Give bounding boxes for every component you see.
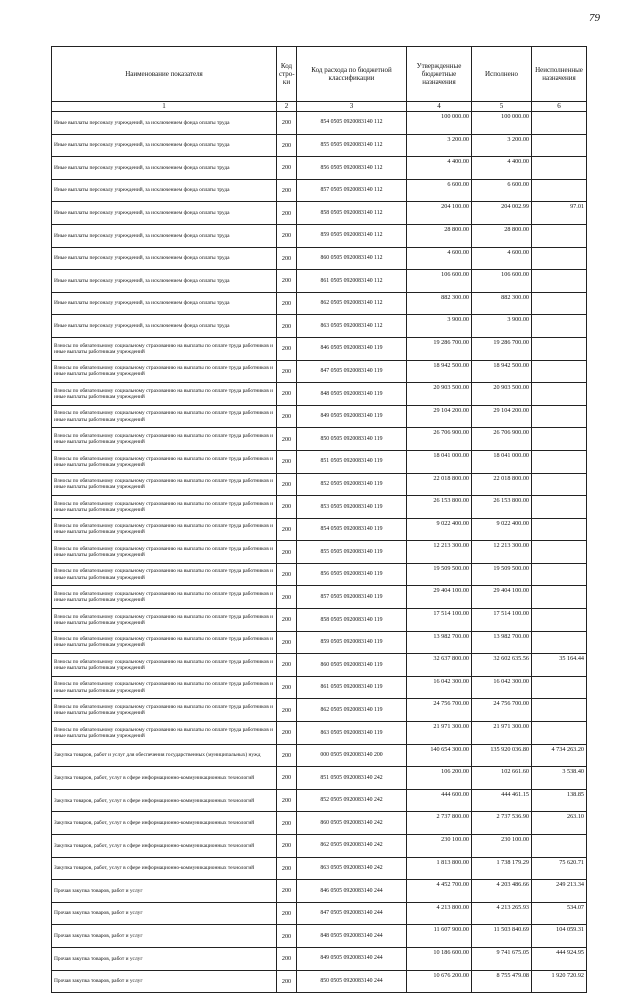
row-unexecuted: 249 213.34 — [532, 880, 587, 903]
row-unexecuted — [532, 247, 587, 270]
row-executed: 102 661.60 — [472, 767, 532, 790]
table-row — [52, 857, 587, 880]
table-row — [52, 767, 587, 790]
table-row — [52, 337, 587, 360]
column-number: 5 — [472, 102, 532, 112]
table-row — [52, 405, 587, 428]
row-unexecuted — [532, 337, 587, 360]
row-unexecuted — [532, 224, 587, 247]
row-executed: 444 461.15 — [472, 789, 532, 812]
row-unexecuted: 35 164.44 — [532, 654, 587, 677]
row-indicator-name: Взносы по обязательному социальному страхованию на выплаты по оплате труда работников и иные выплаты работникам учреждений — [52, 541, 277, 564]
row-indicator-name: Взносы по обязательному социальному страхованию на выплаты по оплате труда работников и иные выплаты работникам учреждений — [52, 676, 277, 699]
table-row — [52, 947, 587, 970]
column-number: 6 — [532, 102, 587, 112]
row-indicator-name: Взносы по обязательному социальному страхованию на выплаты по оплате труда работников и иные выплаты работникам учреждений — [52, 654, 277, 677]
row-indicator-name: Иные выплаты персоналу учреждений, за исключением фонда оплаты труда — [52, 270, 277, 293]
row-indicator-name: Закупка товаров, работ, услуг в сфере информационно-коммуникационных технологий — [52, 857, 277, 880]
row-classification-code: 863 0505 0920083140 119 — [297, 722, 407, 745]
row-classification-code: 860 0505 0920083140 112 — [297, 247, 407, 270]
header-row — [52, 47, 587, 102]
row-classification-code: 863 0505 0920083140 242 — [297, 857, 407, 880]
row-approved: 26 153 800.00 — [407, 496, 472, 519]
row-indicator-name: Взносы по обязательному социальному страхованию на выплаты по оплате труда работников и иные выплаты работникам учреждений — [52, 473, 277, 496]
row-unexecuted: 3 538.40 — [532, 767, 587, 790]
row-classification-code: 851 0505 0920083140 242 — [297, 767, 407, 790]
table-row — [52, 722, 587, 745]
row-indicator-name: Прочая закупка товаров, работ и услуг — [52, 970, 277, 993]
row-indicator-name: Иные выплаты персоналу учреждений, за исключением фонда оплаты труда — [52, 112, 277, 135]
row-indicator-name: Взносы по обязательному социальному страхованию на выплаты по оплате труда работников и иные выплаты работникам учреждений — [52, 337, 277, 360]
row-line-code: 200 — [277, 315, 297, 338]
row-approved: 17 514 100.00 — [407, 609, 472, 632]
table-row — [52, 157, 587, 180]
row-line-code: 200 — [277, 473, 297, 496]
row-executed: 22 018 800.00 — [472, 473, 532, 496]
table-row — [52, 699, 587, 722]
row-unexecuted — [532, 179, 587, 202]
row-line-code: 200 — [277, 812, 297, 835]
row-indicator-name: Взносы по обязательному социальному страхованию на выплаты по оплате труда работников и иные выплаты работникам учреждений — [52, 563, 277, 586]
row-executed: 26 706 900.00 — [472, 428, 532, 451]
row-approved: 106 200.00 — [407, 767, 472, 790]
row-unexecuted: 263.10 — [532, 812, 587, 835]
row-line-code: 200 — [277, 744, 297, 767]
table-row — [52, 812, 587, 835]
row-approved: 6 600.00 — [407, 179, 472, 202]
row-unexecuted: 104 059.31 — [532, 925, 587, 948]
row-executed: 29 404 100.00 — [472, 586, 532, 609]
row-unexecuted — [532, 157, 587, 180]
row-approved: 29 104 200.00 — [407, 405, 472, 428]
row-approved: 26 706 900.00 — [407, 428, 472, 451]
row-unexecuted — [532, 315, 587, 338]
row-line-code: 200 — [277, 541, 297, 564]
row-approved: 19 286 700.00 — [407, 337, 472, 360]
row-unexecuted: 4 734 263.20 — [532, 744, 587, 767]
row-executed: 135 920 036.80 — [472, 744, 532, 767]
row-indicator-name: Прочая закупка товаров, работ и услуг — [52, 880, 277, 903]
row-approved: 230 100.00 — [407, 835, 472, 858]
row-indicator-name: Иные выплаты персоналу учреждений, за исключением фонда оплаты труда — [52, 224, 277, 247]
row-executed: 3 900.00 — [472, 315, 532, 338]
row-executed: 882 300.00 — [472, 292, 532, 315]
row-approved: 18 041 000.00 — [407, 450, 472, 473]
row-line-code: 200 — [277, 609, 297, 632]
row-approved: 28 800.00 — [407, 224, 472, 247]
row-unexecuted — [532, 383, 587, 406]
row-line-code: 200 — [277, 112, 297, 135]
row-indicator-name: Прочая закупка товаров, работ и услуг — [52, 902, 277, 925]
row-approved: 13 982 700.00 — [407, 631, 472, 654]
table-body — [52, 112, 587, 993]
row-executed: 4 600.00 — [472, 247, 532, 270]
row-executed: 9 022 400.00 — [472, 518, 532, 541]
row-approved: 3 900.00 — [407, 315, 472, 338]
table-row — [52, 970, 587, 993]
row-line-code: 200 — [277, 902, 297, 925]
row-approved: 4 400.00 — [407, 157, 472, 180]
row-classification-code: 854 0505 0920083140 112 — [297, 112, 407, 135]
row-executed: 4 400.00 — [472, 157, 532, 180]
row-unexecuted — [532, 563, 587, 586]
row-executed: 8 755 479.08 — [472, 970, 532, 993]
row-line-code: 200 — [277, 699, 297, 722]
table-row — [52, 112, 587, 135]
row-line-code: 200 — [277, 383, 297, 406]
row-line-code: 200 — [277, 405, 297, 428]
row-line-code: 200 — [277, 789, 297, 812]
row-executed: 32 602 635.56 — [472, 654, 532, 677]
row-line-code: 200 — [277, 563, 297, 586]
row-indicator-name: Взносы по обязательному социальному страхованию на выплаты по оплате труда работников и иные выплаты работникам учреждений — [52, 428, 277, 451]
row-unexecuted: 1 920 720.92 — [532, 970, 587, 993]
row-line-code: 200 — [277, 337, 297, 360]
row-indicator-name: Закупка товаров, работ и услуг для обеспечения государственных (муниципальных) нужд — [52, 744, 277, 767]
row-executed: 3 200.00 — [472, 134, 532, 157]
header-line-code: Код стро-ки — [277, 47, 297, 102]
row-classification-code: 862 0505 0920083140 112 — [297, 292, 407, 315]
row-approved: 3 200.00 — [407, 134, 472, 157]
table-row — [52, 496, 587, 519]
row-executed: 12 213 300.00 — [472, 541, 532, 564]
row-executed: 24 756 700.00 — [472, 699, 532, 722]
row-unexecuted — [532, 360, 587, 383]
row-executed: 20 903 500.00 — [472, 383, 532, 406]
row-classification-code: 853 0505 0920083140 119 — [297, 496, 407, 519]
row-classification-code: 852 0505 0920083140 242 — [297, 789, 407, 812]
row-classification-code: 854 0505 0920083140 119 — [297, 518, 407, 541]
row-classification-code: 856 0505 0920083140 119 — [297, 563, 407, 586]
row-line-code: 200 — [277, 586, 297, 609]
row-line-code: 200 — [277, 970, 297, 993]
row-approved: 19 509 500.00 — [407, 563, 472, 586]
row-line-code: 200 — [277, 247, 297, 270]
table-row — [52, 224, 587, 247]
table-row — [52, 383, 587, 406]
table-row — [52, 134, 587, 157]
row-line-code: 200 — [277, 880, 297, 903]
row-classification-code: 858 0505 0920083140 112 — [297, 202, 407, 225]
row-indicator-name: Прочая закупка товаров, работ и услуг — [52, 947, 277, 970]
row-approved: 4 452 700.00 — [407, 880, 472, 903]
row-line-code: 200 — [277, 179, 297, 202]
row-line-code: 200 — [277, 360, 297, 383]
row-indicator-name: Иные выплаты персоналу учреждений, за исключением фонда оплаты труда — [52, 134, 277, 157]
table-row — [52, 270, 587, 293]
row-approved: 100 000.00 — [407, 112, 472, 135]
row-unexecuted: 444 924.95 — [532, 947, 587, 970]
row-classification-code: 857 0505 0920083140 112 — [297, 179, 407, 202]
header-indicator-name: Наименование показателя — [52, 47, 277, 102]
column-number: 2 — [277, 102, 297, 112]
row-indicator-name: Взносы по обязательному социальному страхованию на выплаты по оплате труда работников и иные выплаты работникам учреждений — [52, 699, 277, 722]
row-approved: 20 903 500.00 — [407, 383, 472, 406]
row-executed: 100 000.00 — [472, 112, 532, 135]
row-unexecuted — [532, 518, 587, 541]
row-approved: 18 942 500.00 — [407, 360, 472, 383]
row-executed: 204 002.99 — [472, 202, 532, 225]
row-classification-code: 850 0505 0920083140 244 — [297, 970, 407, 993]
row-indicator-name: Закупка товаров, работ, услуг в сфере информационно-коммуникационных технологий — [52, 767, 277, 790]
row-line-code: 200 — [277, 292, 297, 315]
table-row — [52, 247, 587, 270]
row-line-code: 200 — [277, 676, 297, 699]
row-unexecuted — [532, 292, 587, 315]
row-line-code: 200 — [277, 270, 297, 293]
row-indicator-name: Взносы по обязательному социальному страхованию на выплаты по оплате труда работников и иные выплаты работникам учреждений — [52, 383, 277, 406]
row-approved: 1 813 800.00 — [407, 857, 472, 880]
header-unexecuted: Неисполненные назначения — [532, 47, 587, 102]
row-classification-code: 849 0505 0920083140 119 — [297, 405, 407, 428]
row-executed: 29 104 200.00 — [472, 405, 532, 428]
table-row — [52, 450, 587, 473]
row-executed: 18 942 500.00 — [472, 360, 532, 383]
table-row — [52, 609, 587, 632]
table-row — [52, 835, 587, 858]
table-row — [52, 563, 587, 586]
table-row — [52, 880, 587, 903]
row-executed: 19 286 700.00 — [472, 337, 532, 360]
table-row — [52, 631, 587, 654]
row-indicator-name: Взносы по обязательному социальному страхованию на выплаты по оплате труда работников и иные выплаты работникам учреждений — [52, 586, 277, 609]
row-executed: 26 153 800.00 — [472, 496, 532, 519]
row-approved: 29 404 100.00 — [407, 586, 472, 609]
row-approved: 32 637 800.00 — [407, 654, 472, 677]
column-number: 3 — [297, 102, 407, 112]
table-row — [52, 179, 587, 202]
row-unexecuted — [532, 676, 587, 699]
row-indicator-name: Закупка товаров, работ, услуг в сфере информационно-коммуникационных технологий — [52, 835, 277, 858]
row-classification-code: 000 0505 0920083140 200 — [297, 744, 407, 767]
row-indicator-name: Взносы по обязательному социальному страхованию на выплаты по оплате труда работников и иные выплаты работникам учреждений — [52, 450, 277, 473]
header-executed: Исполнено — [472, 47, 532, 102]
row-approved: 444 600.00 — [407, 789, 472, 812]
row-classification-code: 846 0505 0920083140 244 — [297, 880, 407, 903]
row-line-code: 200 — [277, 654, 297, 677]
row-unexecuted — [532, 835, 587, 858]
header-approved: Утвержденные бюджетные назначения — [407, 47, 472, 102]
row-unexecuted: 138.85 — [532, 789, 587, 812]
row-executed: 9 741 675.05 — [472, 947, 532, 970]
row-executed: 1 738 179.29 — [472, 857, 532, 880]
row-unexecuted — [532, 631, 587, 654]
row-classification-code: 861 0505 0920083140 112 — [297, 270, 407, 293]
row-classification-code: 860 0505 0920083140 242 — [297, 812, 407, 835]
row-approved: 21 971 300.00 — [407, 722, 472, 745]
row-unexecuted — [532, 112, 587, 135]
row-unexecuted — [532, 473, 587, 496]
page-number: 79 — [589, 12, 600, 24]
row-classification-code: 855 0505 0920083140 112 — [297, 134, 407, 157]
table-row — [52, 925, 587, 948]
row-approved: 9 022 400.00 — [407, 518, 472, 541]
row-classification-code: 862 0505 0920083140 119 — [297, 699, 407, 722]
row-approved: 22 018 800.00 — [407, 473, 472, 496]
row-unexecuted — [532, 496, 587, 519]
row-approved: 11 607 900.00 — [407, 925, 472, 948]
row-line-code: 200 — [277, 518, 297, 541]
row-unexecuted — [532, 722, 587, 745]
row-classification-code: 847 0505 0920083140 119 — [297, 360, 407, 383]
row-indicator-name: Взносы по обязательному социальному страхованию на выплаты по оплате труда работников и иные выплаты работникам учреждений — [52, 722, 277, 745]
row-line-code: 200 — [277, 857, 297, 880]
table-row — [52, 360, 587, 383]
table-row — [52, 518, 587, 541]
row-executed: 19 509 500.00 — [472, 563, 532, 586]
row-indicator-name: Иные выплаты персоналу учреждений, за исключением фонда оплаты труда — [52, 202, 277, 225]
row-line-code: 200 — [277, 134, 297, 157]
row-indicator-name: Иные выплаты персоналу учреждений, за исключением фонда оплаты труда — [52, 292, 277, 315]
row-approved: 2 737 800.00 — [407, 812, 472, 835]
row-classification-code: 847 0505 0920083140 244 — [297, 902, 407, 925]
row-approved: 16 042 300.00 — [407, 676, 472, 699]
row-unexecuted — [532, 270, 587, 293]
row-line-code: 200 — [277, 157, 297, 180]
row-classification-code: 858 0505 0920083140 119 — [297, 609, 407, 632]
row-approved: 12 213 300.00 — [407, 541, 472, 564]
row-executed: 17 514 100.00 — [472, 609, 532, 632]
row-classification-code: 850 0505 0920083140 119 — [297, 428, 407, 451]
row-unexecuted — [532, 450, 587, 473]
column-number: 1 — [52, 102, 277, 112]
row-classification-code: 848 0505 0920083140 244 — [297, 925, 407, 948]
row-executed: 18 041 000.00 — [472, 450, 532, 473]
table-row — [52, 676, 587, 699]
row-approved: 24 756 700.00 — [407, 699, 472, 722]
row-line-code: 200 — [277, 428, 297, 451]
row-unexecuted — [532, 699, 587, 722]
row-line-code: 200 — [277, 450, 297, 473]
table-row — [52, 315, 587, 338]
row-executed: 6 600.00 — [472, 179, 532, 202]
row-classification-code: 855 0505 0920083140 119 — [297, 541, 407, 564]
row-executed: 4 203 486.66 — [472, 880, 532, 903]
row-approved: 4 600.00 — [407, 247, 472, 270]
row-executed: 16 042 300.00 — [472, 676, 532, 699]
row-indicator-name: Взносы по обязательному социальному страхованию на выплаты по оплате труда работников и иные выплаты работникам учреждений — [52, 609, 277, 632]
header-classification-code: Код расхода по бюджетной классификации — [297, 47, 407, 102]
row-line-code: 200 — [277, 496, 297, 519]
row-indicator-name: Прочая закупка товаров, работ и услуг — [52, 925, 277, 948]
row-executed: 4 213 265.93 — [472, 902, 532, 925]
row-executed: 11 503 840.69 — [472, 925, 532, 948]
row-line-code: 200 — [277, 224, 297, 247]
table-row — [52, 902, 587, 925]
row-executed: 230 100.00 — [472, 835, 532, 858]
row-classification-code: 848 0505 0920083140 119 — [297, 383, 407, 406]
row-line-code: 200 — [277, 722, 297, 745]
row-classification-code: 856 0505 0920083140 112 — [297, 157, 407, 180]
row-line-code: 200 — [277, 202, 297, 225]
table-row — [52, 473, 587, 496]
budget-execution-table — [51, 46, 587, 993]
row-approved: 10 186 600.00 — [407, 947, 472, 970]
row-classification-code: 861 0505 0920083140 119 — [297, 676, 407, 699]
table-row — [52, 586, 587, 609]
row-indicator-name: Иные выплаты персоналу учреждений, за исключением фонда оплаты труда — [52, 157, 277, 180]
table-row — [52, 744, 587, 767]
row-classification-code: 846 0505 0920083140 119 — [297, 337, 407, 360]
column-number-row — [52, 102, 587, 112]
row-classification-code: 852 0505 0920083140 119 — [297, 473, 407, 496]
row-line-code: 200 — [277, 947, 297, 970]
row-classification-code: 860 0505 0920083140 119 — [297, 654, 407, 677]
row-executed: 21 971 300.00 — [472, 722, 532, 745]
row-indicator-name: Закупка товаров, работ, услуг в сфере информационно-коммуникационных технологий — [52, 812, 277, 835]
row-line-code: 200 — [277, 767, 297, 790]
row-classification-code: 859 0505 0920083140 119 — [297, 631, 407, 654]
row-indicator-name: Закупка товаров, работ, услуг в сфере информационно-коммуникационных технологий — [52, 789, 277, 812]
row-approved: 10 676 200.00 — [407, 970, 472, 993]
table-row — [52, 789, 587, 812]
row-unexecuted: 97.01 — [532, 202, 587, 225]
row-executed: 13 982 700.00 — [472, 631, 532, 654]
row-line-code: 200 — [277, 631, 297, 654]
row-executed: 106 600.00 — [472, 270, 532, 293]
row-executed: 2 737 536.90 — [472, 812, 532, 835]
row-classification-code: 862 0505 0920083140 242 — [297, 835, 407, 858]
row-unexecuted — [532, 134, 587, 157]
row-indicator-name: Иные выплаты персоналу учреждений, за исключением фонда оплаты труда — [52, 247, 277, 270]
row-classification-code: 859 0505 0920083140 112 — [297, 224, 407, 247]
row-indicator-name: Взносы по обязательному социальному страхованию на выплаты по оплате труда работников и иные выплаты работникам учреждений — [52, 496, 277, 519]
row-unexecuted: 534.07 — [532, 902, 587, 925]
row-line-code: 200 — [277, 925, 297, 948]
row-indicator-name: Иные выплаты персоналу учреждений, за исключением фонда оплаты труда — [52, 315, 277, 338]
row-line-code: 200 — [277, 835, 297, 858]
column-number: 4 — [407, 102, 472, 112]
row-approved: 106 600.00 — [407, 270, 472, 293]
row-unexecuted — [532, 428, 587, 451]
row-unexecuted — [532, 586, 587, 609]
row-approved: 204 100.00 — [407, 202, 472, 225]
row-unexecuted — [532, 541, 587, 564]
table-row — [52, 541, 587, 564]
row-classification-code: 849 0505 0920083140 244 — [297, 947, 407, 970]
table-row — [52, 202, 587, 225]
row-unexecuted — [532, 405, 587, 428]
table-row — [52, 292, 587, 315]
row-executed: 28 800.00 — [472, 224, 532, 247]
table-row — [52, 428, 587, 451]
table-row — [52, 654, 587, 677]
row-approved: 140 654 300.00 — [407, 744, 472, 767]
row-approved: 4 213 800.00 — [407, 902, 472, 925]
row-unexecuted: 75 620.71 — [532, 857, 587, 880]
row-classification-code: 851 0505 0920083140 119 — [297, 450, 407, 473]
row-indicator-name: Взносы по обязательному социальному страхованию на выплаты по оплате труда работников и иные выплаты работникам учреждений — [52, 518, 277, 541]
row-indicator-name: Взносы по обязательному социальному страхованию на выплаты по оплате труда работников и иные выплаты работникам учреждений — [52, 360, 277, 383]
row-unexecuted — [532, 609, 587, 632]
row-classification-code: 857 0505 0920083140 119 — [297, 586, 407, 609]
row-indicator-name: Иные выплаты персоналу учреждений, за исключением фонда оплаты труда — [52, 179, 277, 202]
row-indicator-name: Взносы по обязательному социальному страхованию на выплаты по оплате труда работников и иные выплаты работникам учреждений — [52, 405, 277, 428]
row-classification-code: 863 0505 0920083140 112 — [297, 315, 407, 338]
row-approved: 882 300.00 — [407, 292, 472, 315]
row-indicator-name: Взносы по обязательному социальному страхованию на выплаты по оплате труда работников и иные выплаты работникам учреждений — [52, 631, 277, 654]
